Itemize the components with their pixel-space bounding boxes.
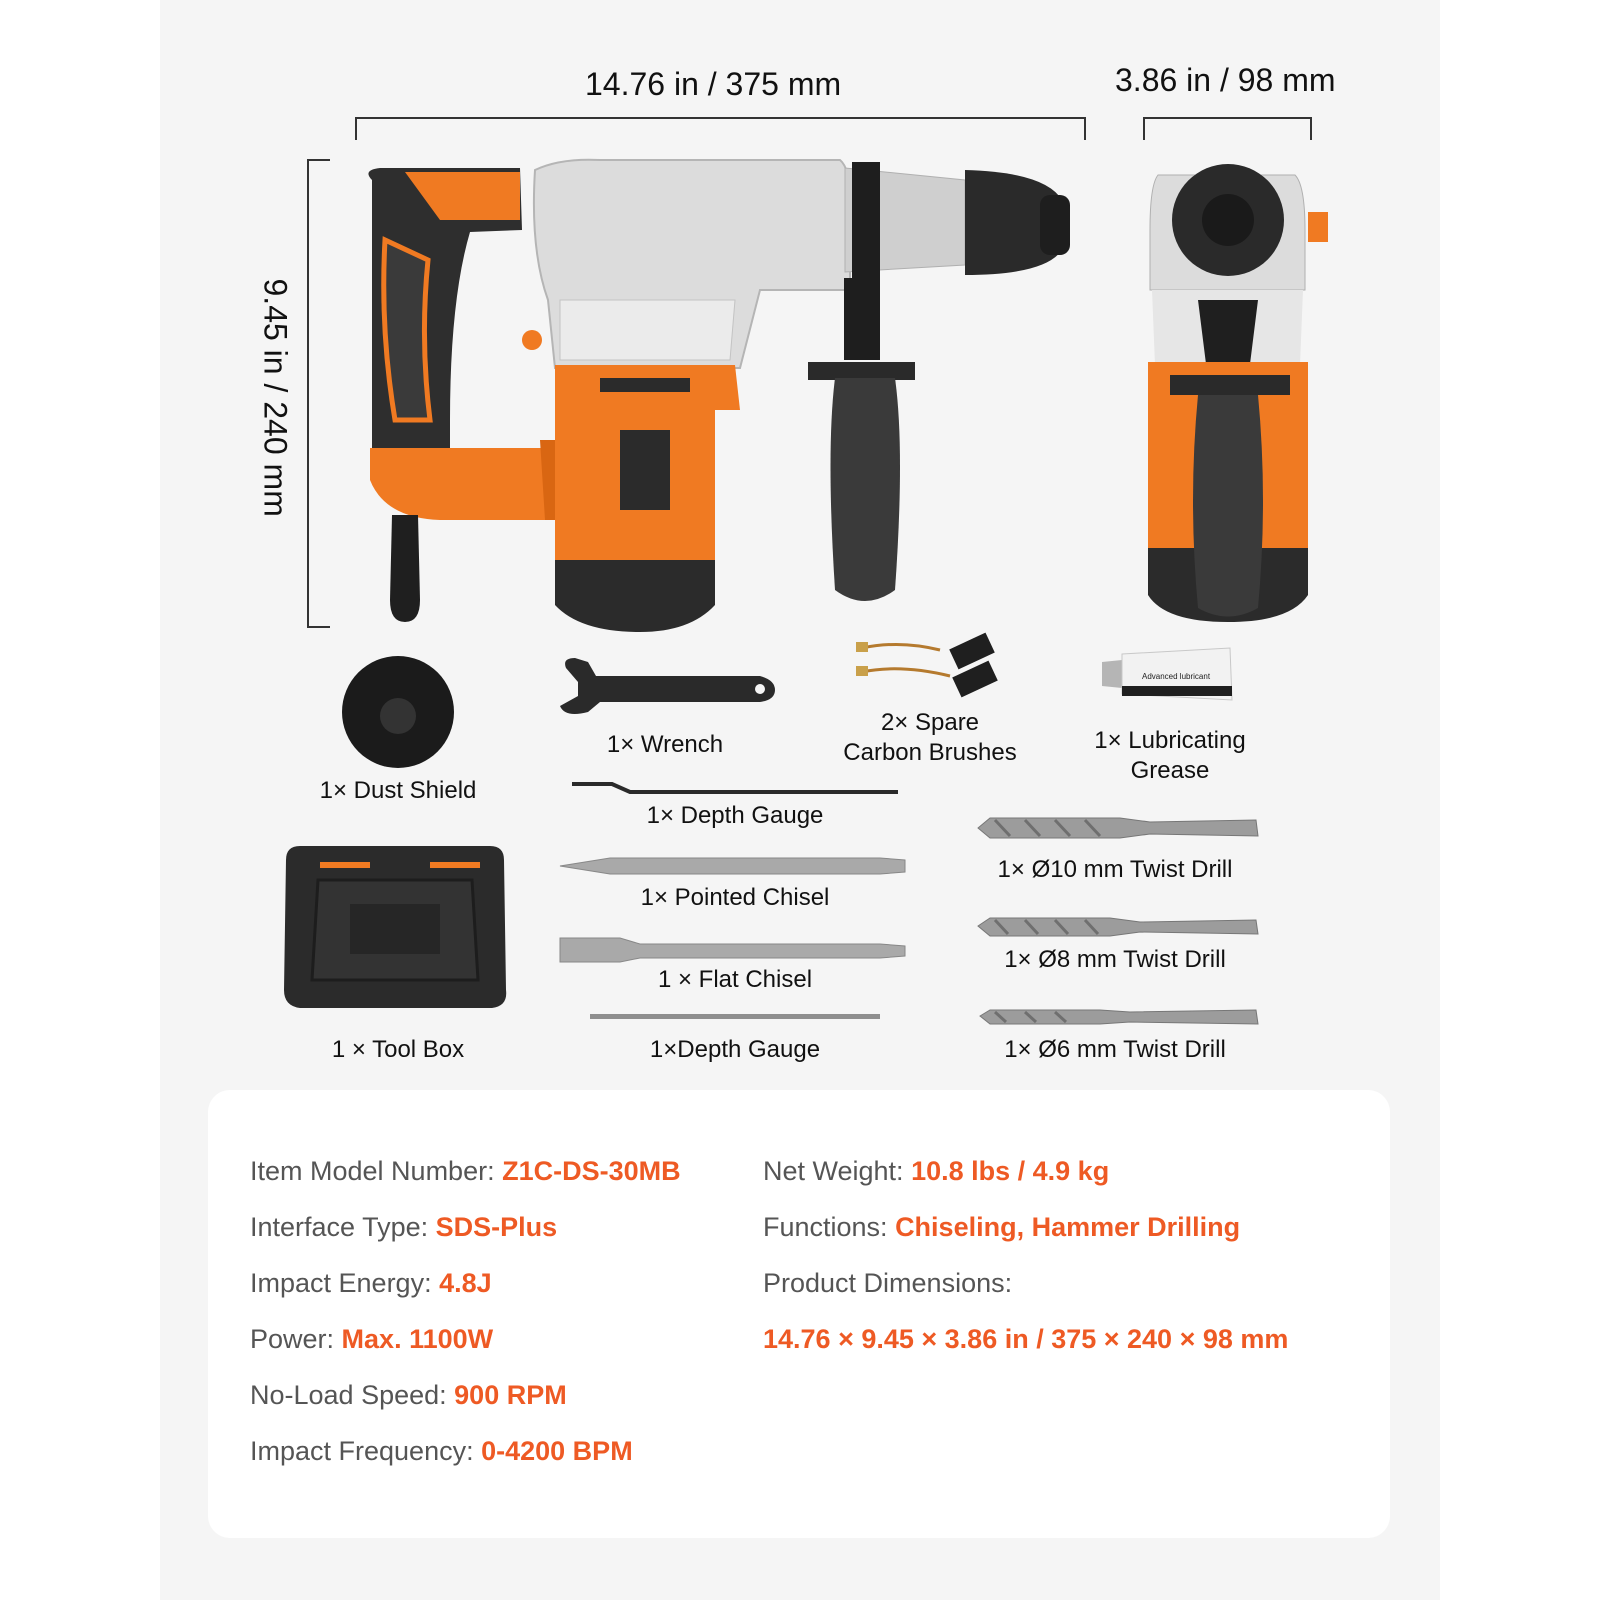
caption-twist-drill-8: 1× Ø8 mm Twist Drill bbox=[1004, 946, 1226, 973]
tool-box-drawing bbox=[284, 846, 506, 1008]
spec-product-dimensions-value: 14.76 × 9.45 × 3.86 in / 375 × 240 × 98 mm bbox=[763, 1324, 1289, 1354]
pointed-chisel-drawing bbox=[560, 858, 905, 874]
caption-carbon-brushes-line2: Carbon Brushes bbox=[843, 739, 1017, 766]
twist-drill-8-drawing bbox=[978, 918, 1258, 936]
caption-grease-line1: 1× Lubricating bbox=[1094, 727, 1246, 754]
caption-tool-box: 1 × Tool Box bbox=[331, 1036, 465, 1063]
caption-twist-drill-10: 1× Ø10 mm Twist Drill bbox=[997, 856, 1233, 883]
spec-model-number: Item Model Number: Z1C-DS-30MB bbox=[250, 1156, 681, 1186]
spec-functions: Functions: Chiseling, Hammer Drilling bbox=[763, 1212, 1241, 1242]
caption-carbon-brushes bbox=[820, 708, 1040, 768]
wrench-drawing bbox=[560, 658, 775, 714]
depth-gauge-drawing-1 bbox=[572, 784, 898, 792]
caption-depth-gauge-1: 1× Depth Gauge bbox=[646, 802, 824, 829]
caption-flat-chisel: 1 × Flat Chisel bbox=[657, 966, 813, 993]
twist-drill-6-drawing bbox=[980, 1010, 1258, 1024]
height-dimension-label: 9.45 in / 240 mm bbox=[257, 278, 294, 517]
caption-carbon-brushes-line1: 2× Spare bbox=[880, 709, 980, 736]
caption-wrench: 1× Wrench bbox=[606, 731, 724, 758]
grease-tube-label: Advanced lubricant bbox=[1142, 672, 1211, 681]
caption-pointed-chisel: 1× Pointed Chisel bbox=[640, 884, 830, 911]
dust-shield-drawing bbox=[342, 656, 454, 768]
spec-product-dimensions-label: Product Dimensions: bbox=[763, 1268, 1013, 1298]
hammer-drill-side-view bbox=[368, 160, 1070, 632]
depth-gauge-drawing-2 bbox=[590, 1014, 880, 1019]
spec-no-load-speed: No-Load Speed: 900 RPM bbox=[250, 1380, 567, 1410]
caption-depth-gauge-2: 1×Depth Gauge bbox=[649, 1036, 821, 1063]
width-dimension-label: 3.86 in / 98 mm bbox=[1115, 62, 1336, 98]
caption-grease-line2: Grease bbox=[1130, 757, 1210, 784]
caption-dust-shield: 1× Dust Shield bbox=[319, 777, 477, 804]
caption-twist-drill-6: 1× Ø6 mm Twist Drill bbox=[1004, 1036, 1226, 1063]
twist-drill-10-drawing bbox=[978, 818, 1258, 838]
hammer-drill-front-view bbox=[1148, 164, 1328, 622]
spec-interface-type: Interface Type: SDS-Plus bbox=[250, 1212, 558, 1242]
spec-impact-energy: Impact Energy: 4.8J bbox=[250, 1268, 492, 1298]
spec-net-weight: Net Weight: 10.8 lbs / 4.9 kg bbox=[763, 1156, 1110, 1186]
caption-lubricating-grease bbox=[1070, 726, 1270, 786]
flat-chisel-drawing bbox=[560, 938, 905, 962]
carbon-brushes-drawing bbox=[856, 633, 998, 698]
specs-card bbox=[208, 1090, 1390, 1538]
spec-impact-frequency: Impact Frequency: 0-4200 BPM bbox=[250, 1436, 633, 1466]
spec-power: Power: Max. 1100W bbox=[250, 1324, 494, 1354]
length-dimension-label: 14.76 in / 375 mm bbox=[585, 66, 842, 102]
